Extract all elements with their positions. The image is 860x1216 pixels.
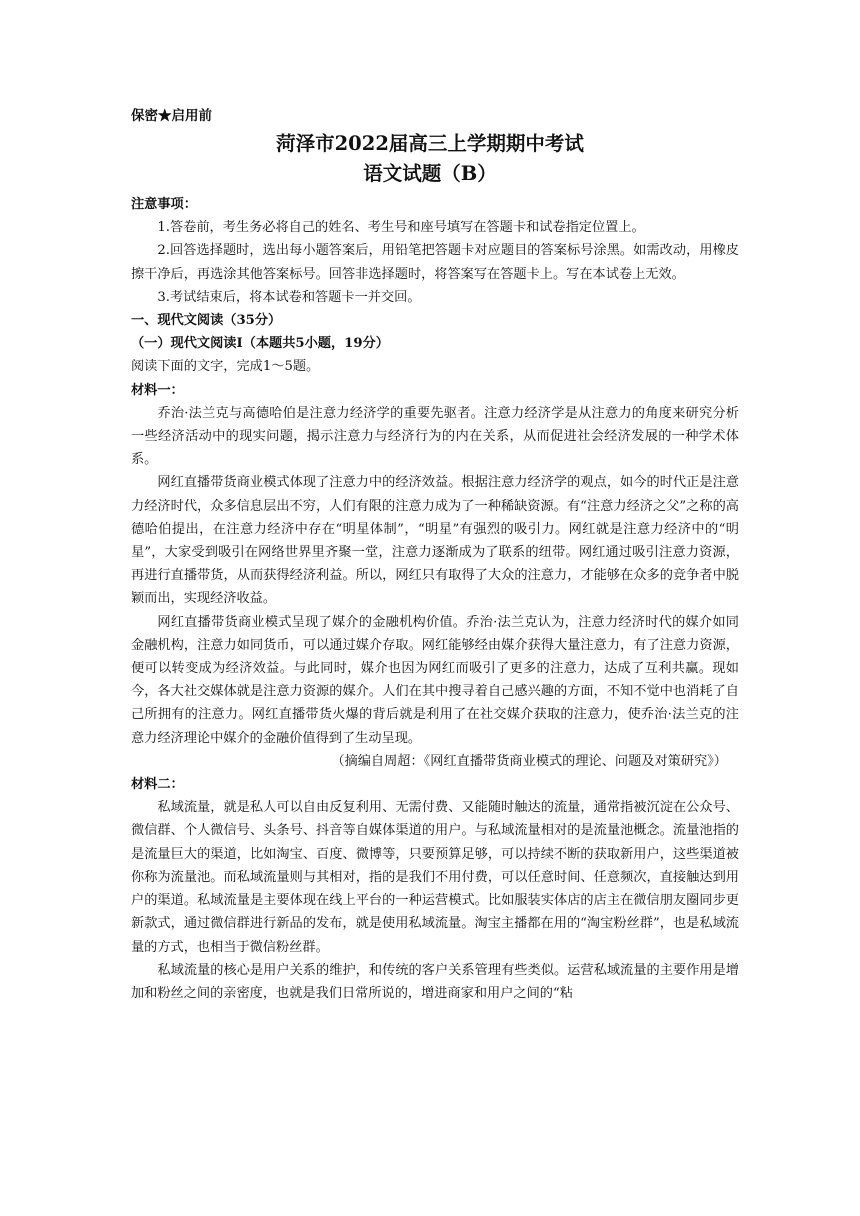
material-label: 材料一：	[131, 382, 184, 398]
notice-item: 2.回答选择题时，选出每小题答案后，用铅笔把答题卡对应题目的答案标号涂黑。如需改动，用橡皮擦干净后，再选涂其他答案标号。回答非选择题时，将答案写在答题卡上。写在本试卷上无效。	[131, 243, 739, 282]
subsection-heading: （一）现代文阅读Ⅰ（本题共5小题，19分）	[131, 336, 389, 352]
reading-instruction: 阅读下面的文字，完成1～5题。	[131, 359, 320, 375]
exam-body	[131, 193, 739, 1005]
material-paragraph: 网红直播带货商业模式呈现了媒介的金融机构价值。乔治·法兰克认为，注意力经济时代的媒介如同金融机构，注意力如同货币，可以通过媒介存取。网红能够经由媒介获得大量注意力，有了注意力资源，便可以转变成为经济效益。与此同时，媒介也因为网红而吸引了更多的注意力，达成了互利共赢。现如今，各大社交媒体就是注意力资源的媒介。人们在其中搜寻着自己感兴趣的方面，不知不觉中也消耗了自己所拥有的注意力。网红直播带货火爆的背后就是利用了在社交媒介获取的注意力，使乔治·法兰克的注意力经济理论中媒介的金融价值得到了生动呈现。	[131, 614, 739, 746]
section-heading: 一、现代文阅读（35分）	[131, 313, 282, 329]
material-paragraph: 私域流量的核心是用户关系的维护，和传统的客户关系管理有些类似。运营私域流量的主要作用是增加和粉丝之间的亲密度，也就是我们日常所说的，增进商家和用户之间的“粘	[131, 962, 739, 1001]
notice-item: 3.考试结束后，将本试卷和答题卡一并交回。	[157, 289, 421, 305]
material-paragraph: 乔治·法兰克与高德哈伯是注意力经济学的重要先驱者。注意力经济学是从注意力的角度来研究分析一些经济活动中的现实问题，揭示注意力与经济行为的内在关系，从而促进社会经济发展的一种学术体系。	[131, 405, 739, 468]
material-paragraph: 网红直播带货商业模式体现了注意力中的经济效益。根据注意力经济学的观点，如今的时代正是注意力经济时代，众多信息层出不穷，人们有限的注意力成为了一种稀缺资源。有“注意力经济之父”之称的高德哈伯提出，在注意力经济中存在“明星体制”，“明星”有强烈的吸引力。网红就是注意力经济中的“明星”，大家受到吸引在网络世界里齐聚一堂，注意力逐渐成为了联系的纽带。网红通过吸引注意力资源，再进行直播带货，从而获得经济利益。所以，网红只有取得了大众的注意力，才能够在众多的竞争者中脱颖而出，实现经济收益。	[131, 475, 739, 607]
notice-heading: 注意事项：	[131, 197, 197, 212]
material-label: 材料二：	[131, 777, 184, 793]
exam-title: 菏泽市2022届高三上学期期中考试	[276, 132, 584, 155]
notice-item: 1.答卷前，考生务必将自己的姓名、考生号和座号填写在答题卡和试卷指定位置上。	[157, 220, 645, 236]
confidential-label: 保密★启用前	[131, 108, 212, 124]
material-source: （摘编自周超：《网红直播带货商业模式的理论、问题及对策研究》）	[331, 753, 727, 769]
exam-subtitle: 语文试题（B）	[363, 162, 497, 185]
material-paragraph: 私域流量，就是私人可以自由反复利用、无需付费、又能随时触达的流量，通常指被沉淀在公众号、微信群、个人微信号、头条号、抖音等自媒体渠道的用户。与私域流量相对的是流量池概念。流量池指的是流量巨大的渠道，比如淘宝、百度、微博等，只要预算足够，可以持续不断的获取新用户，这些渠道被你称为流量池。而私域流量则与其相对，指的是我们不用付费，可以任意时间、任意频次，直接触达到用户的渠道。私域流量是主要体现在线上平台的一种运营模式。比如服装实体店的店主在微信朋友圈同步更新款式，通过微信群进行新品的发布，就是使用私域流量。淘宝主播都在用的“淘宝粉丝群”，也是私域流量的方式，也相当于微信粉丝群。	[131, 800, 739, 955]
